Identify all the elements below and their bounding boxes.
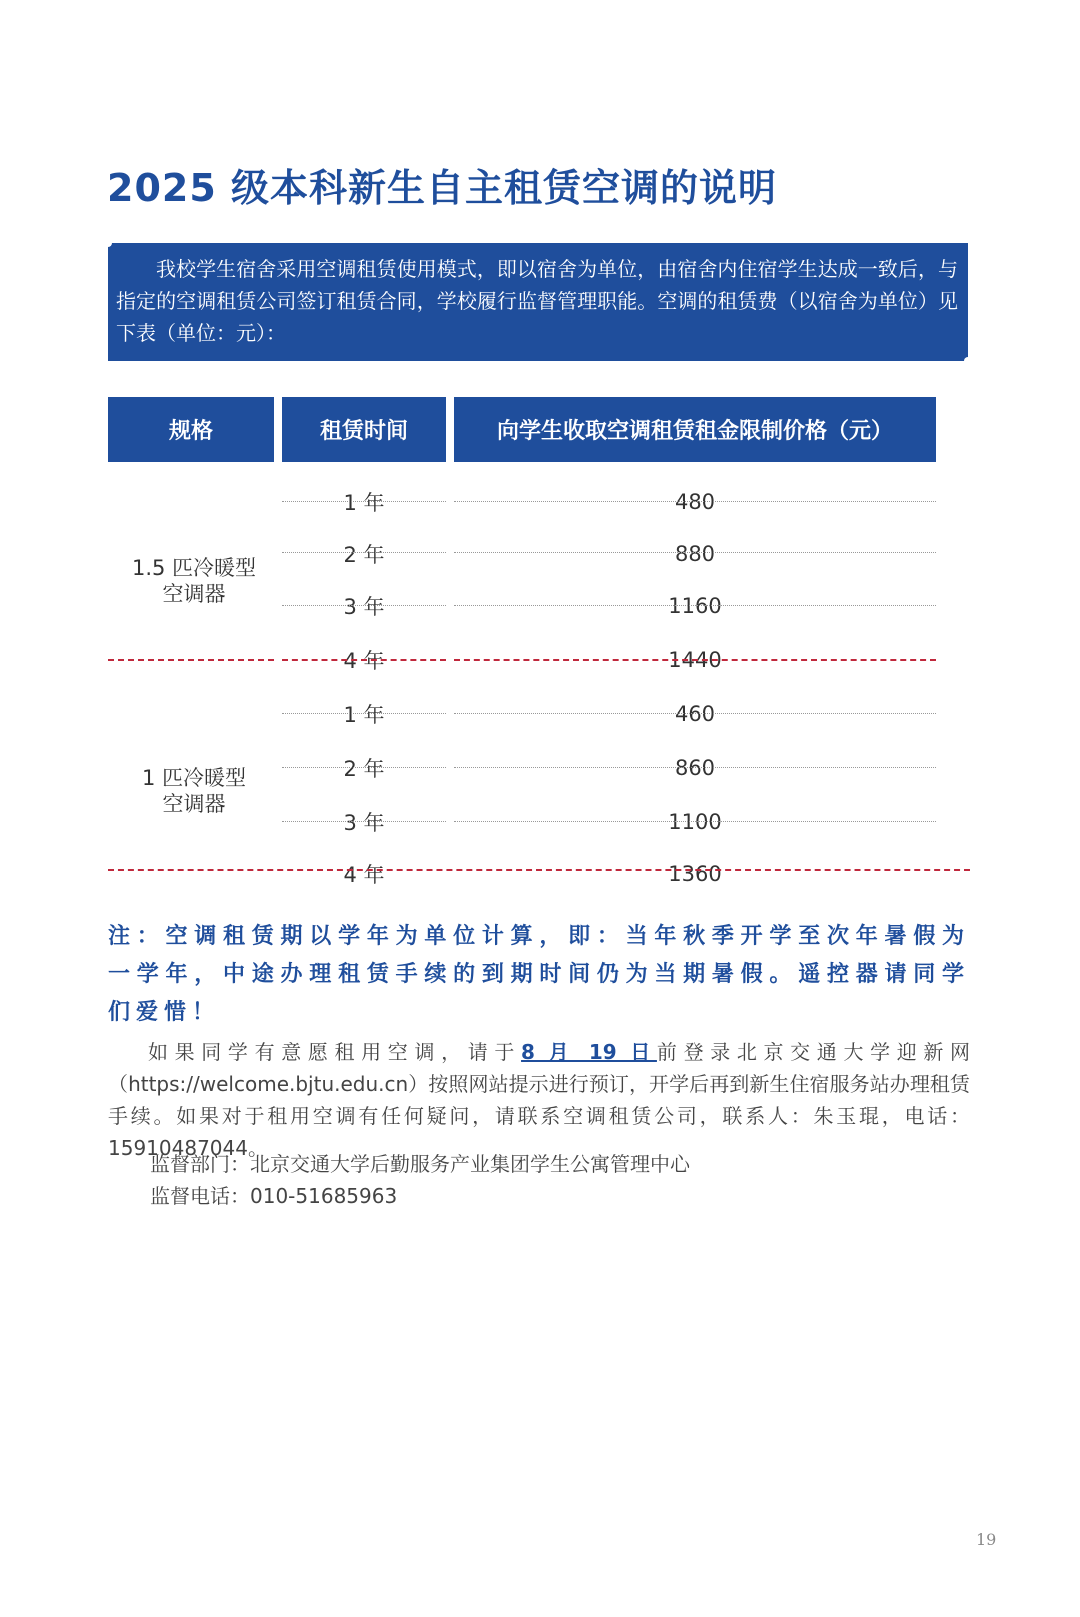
spec-cell [108,475,280,687]
price-cell: 1440 [668,648,722,672]
term-cell: 3 年 [343,595,385,619]
row-divider [454,767,936,768]
term-cell: 4 年 [343,649,385,673]
row-divider [454,821,936,822]
row-divider [282,767,446,768]
page-title: 2025 级本科新生自主租赁空调的说明 [107,166,777,210]
row-divider [282,713,446,714]
booking-paragraph [108,1036,970,1164]
row-divider [454,501,936,502]
row-divider [454,713,936,714]
booking-text-after: 前登录北京交通大学迎新网（https://welcome.bjtu.edu.cn）按照网站提示进行预订，开学后再到新生住宿服务站办理租赁手续。如果对于租用空调有任何疑问，请联系空调租赁公司，联系人：朱玉琨，电话：15910487044。 [108,1040,971,1160]
spec-unit: 空调器 [162,582,226,606]
spec-name: 1.5 匹冷暖型 [131,556,257,580]
term-cell: 1 年 [343,703,385,727]
note-text: 注：空调租赁期以学年为单位计算，即：当年秋季开学至次年暑假为一学年，中途办理租赁手续的到期时间仍为当期暑假。遥控器请同学们爱惜！ [108,924,970,1025]
intro-box [108,243,968,361]
price-cell: 860 [674,756,716,780]
term-cell: 1 年 [343,491,385,515]
spec-name: 1 匹冷暖型 [141,766,247,790]
row-divider [282,605,446,606]
spec-cell [108,687,280,895]
term-cell: 2 年 [343,757,385,781]
booking-text-before: 如果同学有意愿租用空调，请于 [148,1040,522,1064]
price-cell: 1160 [668,594,722,618]
supervision-phone: 监督电话：010-51685963 [150,1184,398,1208]
table-bottom-divider [108,869,970,871]
row-divider [282,501,446,502]
price-cell: 480 [674,490,716,514]
header-term: 租赁时间 [282,397,446,462]
group-divider [454,659,936,661]
term-cell: 4 年 [343,863,385,887]
term-cell: 2 年 [343,543,385,567]
group-divider [108,659,274,661]
intro-text: 我校学生宿舍采用空调租赁使用模式，即以宿舍为单位，由宿舍内住宿学生达成一致后，与指定的空调租赁公司签订租赁合同，学校履行监督管理职能。空调的租赁费（以宿舍为单位）见下表（单位：元）： [116,257,958,345]
row-divider [282,821,446,822]
header-spec: 规格 [108,397,274,462]
page-number: 19 [976,1530,997,1549]
term-cell: 3 年 [343,811,385,835]
price-cell: 880 [674,542,716,566]
spec-unit: 空调器 [162,792,226,816]
header-price: 向学生收取空调租赁租金限制价格（元） [454,397,936,462]
deadline-date: 8 月 19 日 [521,1040,657,1064]
price-cell: 460 [674,702,716,726]
row-divider [282,552,446,553]
group-divider [282,659,446,661]
row-divider [454,605,936,606]
supervision-department: 监督部门：北京交通大学后勤服务产业集团学生公寓管理中心 [150,1152,690,1176]
row-divider [454,552,936,553]
price-cell: 1360 [668,862,722,886]
price-cell: 1100 [668,810,722,834]
